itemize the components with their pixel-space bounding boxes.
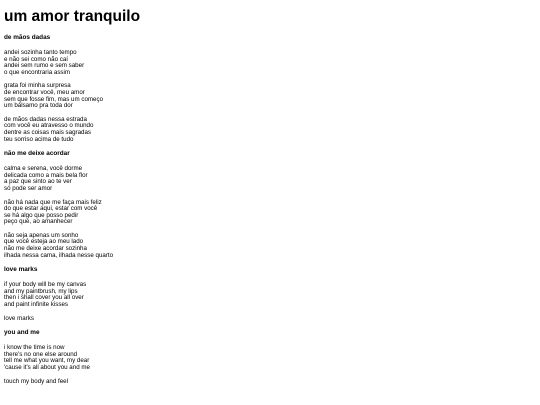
poem-line: i know the time is now (4, 344, 65, 352)
stanza (4, 50, 534, 76)
poem-heading: de mãos dadas (4, 34, 51, 41)
poem-line: and my paintbrush, my lips (4, 287, 78, 295)
poem-line: calma e serena, você dorme (4, 165, 83, 173)
poem-line: peço que, ao amanhecer (4, 218, 73, 226)
poem-line: sem que fosse fim, mas um começo (4, 95, 104, 103)
poem-line: ilhada nessa cama, ilhada nesse quarto (4, 251, 114, 259)
poem-line: andei sozinha tanto tempo (4, 49, 77, 56)
poem-line: só pode ser amor (4, 184, 53, 192)
poem-line: and paint infinite kisses (4, 301, 68, 309)
stanza (4, 379, 534, 386)
poem-line: do que estar aqui, estar com você (4, 205, 98, 213)
poem-line: a paz que sinto ao te ver (4, 178, 72, 186)
poem-heading: love marks (4, 266, 38, 274)
poem-line: touch my body and feel (4, 377, 68, 385)
stanza (4, 282, 534, 308)
poem-line: if your body will be my canvas (4, 281, 87, 289)
poem-line: tell me what you want, my dear (4, 357, 90, 365)
poem-line: dentre as coisas mais sagradas (4, 128, 92, 136)
poem-heading: não me deixe acordar (4, 150, 70, 158)
poem-line: there's no one else around (4, 350, 78, 358)
stanza (4, 117, 534, 143)
poem-line: que você esteja ao meu lado (4, 238, 84, 246)
poem-line: com você eu atravesso o mundo (4, 122, 94, 130)
poem-line: andei sem rumo e sem saber (4, 62, 85, 70)
poem-line: não há nada que me faça mais feliz (4, 198, 102, 206)
poem-line: delicada como a mais bela flor (4, 171, 88, 179)
poem-line: um bálsamo pra toda dor (4, 102, 73, 110)
poem-line: de mãos dadas nessa estrada (4, 115, 87, 123)
stanza (4, 200, 534, 226)
stanza (4, 166, 534, 192)
poem-line: não seja apenas um sonho (4, 231, 79, 239)
stanza (4, 233, 534, 259)
poem-line: teu sorriso acima de tudo (4, 135, 74, 143)
poem-line: o que encontraria assim (4, 68, 71, 76)
poem-line: e não sei como não caí (4, 55, 68, 63)
poems-container (4, 34, 534, 385)
poem-page (4, 8, 534, 392)
poem-line: then i shall cover you all over (4, 294, 84, 302)
stanza (4, 316, 534, 323)
poem-heading: you and me (4, 329, 40, 337)
poem-line: love marks (4, 314, 34, 322)
poem-line: não me deixe acordar sozinha (4, 245, 87, 253)
poem-line: de encontrar você, meu amor (4, 88, 85, 96)
poem-line: 'cause it's all about you and me (4, 364, 90, 371)
stanza (4, 345, 534, 371)
poem-line: grata foi minha surpresa (4, 82, 71, 90)
poem-line: se há algo que posso pedir (4, 211, 79, 219)
stanza (4, 83, 534, 109)
page-title: um amor tranquilo (4, 8, 141, 25)
